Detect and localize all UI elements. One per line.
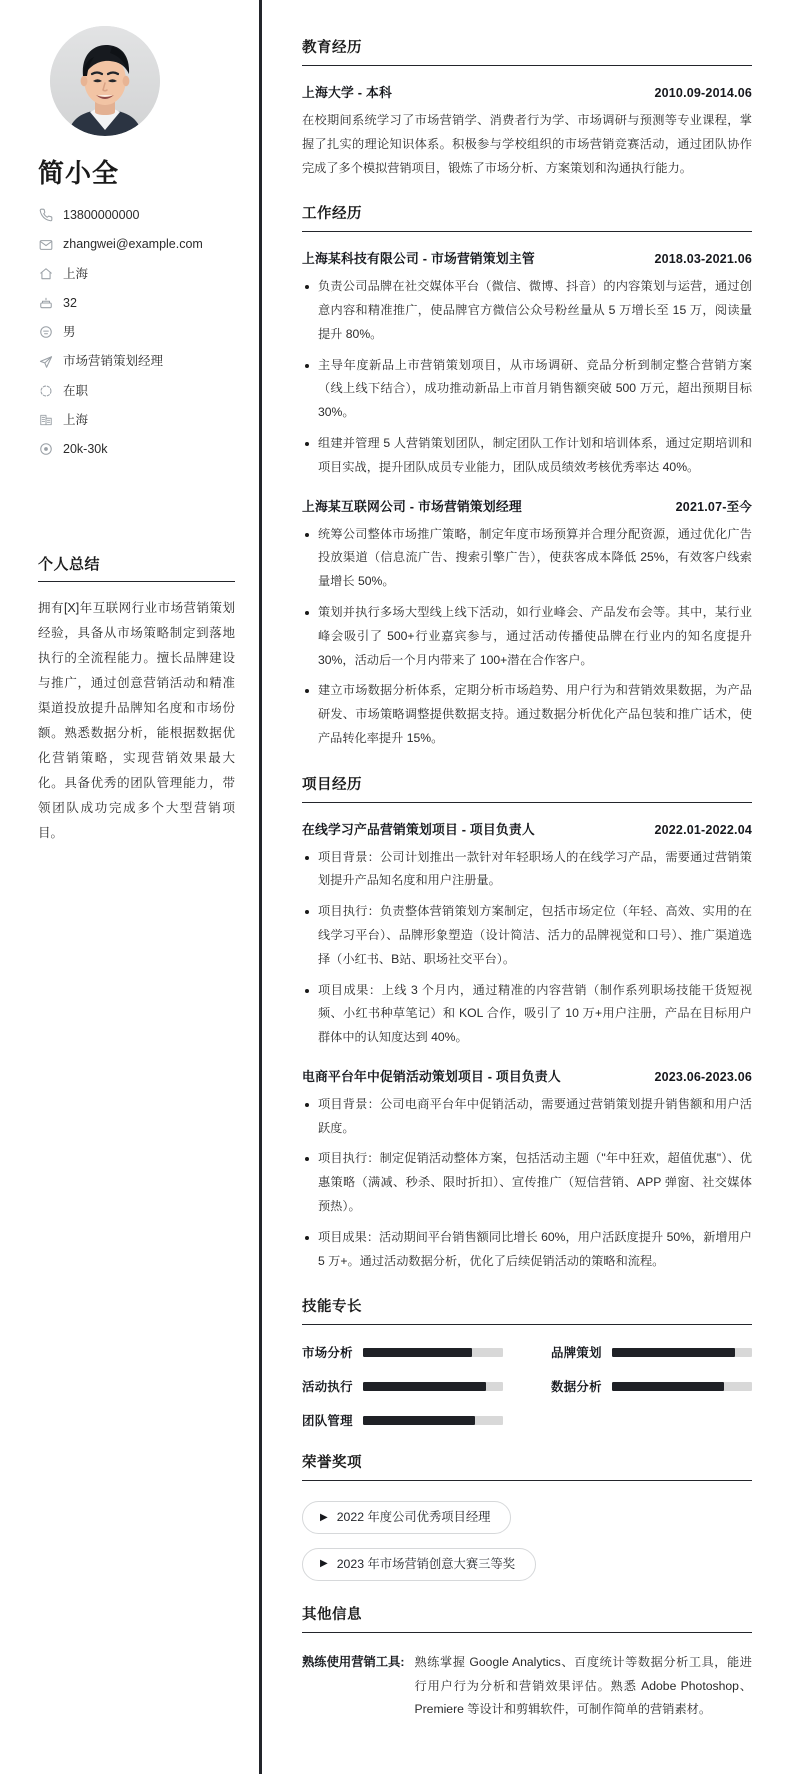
work-entry-bullets [302, 523, 752, 751]
skill-label: 品牌策划 [551, 1346, 602, 1361]
bullet-item: 项目成果：上线 3 个月内，通过精准的内容营销（制作系列职场技能干货短视频、小红书种草笔记）和 KOL 合作，吸引了 10 万+用户注册，产品在目标用户群体中的认知度达到 40%。 [302, 979, 752, 1050]
education-entry-head [302, 82, 752, 101]
building-icon [38, 413, 53, 428]
contact-value-status: 在职 [63, 383, 89, 398]
contact-value-salary: 20k-30k [63, 442, 108, 457]
honors-heading: 荣誉奖项 [302, 1451, 752, 1481]
project-entry-head [302, 819, 752, 838]
honor-label: 2022 年度公司优秀项目经理 [336, 1510, 491, 1525]
bullet-item: 策划并执行多场大型线上线下活动，如行业峰会、产品发布会等。其中，某行业峰会吸引了 500+行业嘉宾参与，通过活动传播使品牌在行业内的知名度提升 30%，活动后一个月内带来了 100+潜在合作客户。 [302, 601, 752, 672]
project-entry-title: 在线学习产品营销策划项目 - 项目负责人 [302, 821, 535, 837]
contact-item-phone [38, 207, 235, 223]
main-content [262, 0, 794, 1774]
home-icon [38, 266, 53, 281]
contact-value-age: 32 [63, 295, 77, 310]
honors-section [302, 1451, 752, 1581]
paper-plane-icon [38, 354, 53, 369]
skill-track [363, 1348, 503, 1357]
contact-item-email [38, 236, 235, 252]
skill-fill [363, 1382, 486, 1391]
bullet-item: 建立市场数据分析体系，定期分析市场趋势、用户行为和营销效果数据，为产品研发、市场策略调整提供数据支持。通过数据分析优化产品包装和推广话术，使产品转化率提升 15%。 [302, 679, 752, 750]
contact-item-position [38, 353, 235, 369]
skill-track [612, 1382, 752, 1391]
project-entry-title: 电商平台年中促销活动策划项目 - 项目负责人 [302, 1068, 561, 1084]
skill-item [302, 1343, 503, 1361]
skill-label: 数据分析 [551, 1380, 602, 1395]
contact-value-city: 上海 [63, 412, 89, 427]
skill-fill [612, 1348, 735, 1357]
work-entry-title: 上海某科技有限公司 - 市场营销策划主管 [302, 251, 535, 267]
bullet-item: 项目背景：公司电商平台年中促销活动，需要通过营销策划提升销售额和用户活跃度。 [302, 1093, 752, 1141]
other-info-value: 熟练掌握 Google Analytics、百度统计等数据分析工具，能进行用户行为分析和营销效果评估。熟悉 Adobe Photoshop、Premiere 等设计和剪辑软件，可制作简单的营销素材。 [414, 1654, 752, 1717]
work-entry-bullets [302, 275, 752, 479]
contact-item-city [38, 412, 235, 428]
work-entry-title: 上海某互联网公司 - 市场营销策划经理 [302, 498, 522, 514]
work-entry [302, 496, 752, 751]
contact-item-status [38, 383, 235, 399]
gender-icon [38, 325, 53, 340]
education-entry-date: 2010.09-2014.06 [654, 86, 752, 100]
bullet-item: 项目执行：制定促销活动整体方案，包括活动主题（"年中狂欢，超值优惠"）、优惠策略（满减、秒杀、限时折扣）、宣传推广（短信营销、APP 弹窗、社交媒体预热）。 [302, 1147, 752, 1218]
work-heading: 工作经历 [302, 202, 752, 232]
honors-row [302, 1497, 752, 1581]
bullet-item: 负责公司品牌在社交媒体平台（微信、微博、抖音）的内容策划与运营，通过创意内容和精准推广，使品牌官方微信公众号粉丝量从 5 万增长至 15 万，阅读量提升 80%。 [302, 275, 752, 346]
bullet-item: 项目成果：活动期间平台销售额同比增长 60%，用户活跃度提升 50%，新增用户 5 万+。通过活动数据分析，优化了后续促销活动的策略和流程。 [302, 1226, 752, 1274]
other-info-heading: 其他信息 [302, 1603, 752, 1633]
project-entry [302, 1066, 752, 1273]
skill-label: 活动执行 [302, 1380, 353, 1395]
work-entry-date: 2021.07-至今 [675, 499, 752, 514]
skill-item [302, 1377, 503, 1395]
contact-value-phone: 13800000000 [63, 208, 140, 223]
projects-heading: 项目经历 [302, 773, 752, 803]
cake-icon [38, 296, 53, 311]
education-heading: 教育经历 [302, 36, 752, 66]
other-info-section [302, 1603, 752, 1722]
honor-badge [302, 1501, 511, 1534]
honor-badge [302, 1548, 536, 1581]
contact-value-location: 上海 [63, 266, 89, 281]
avatar-wrapper [28, 26, 235, 136]
work-entry-head [302, 496, 752, 515]
personal-summary-body: 拥有[X]年互联网行业市场营销策划经验，具备从市场策略制定到落地执行的全流程能力。擅长品牌建设与推广，通过创意营销活动和精准渠道投放提升品牌知名度和市场份额。熟悉数据分析，能根据数据优化营销策略，实现营销效果最大化。具备优秀的团队管理能力，带领团队成功完成多个大型营销项目。 [38, 601, 235, 841]
contact-value-gender: 男 [63, 325, 76, 340]
bullet-item: 组建并管理 5 人营销策划团队，制定团队工作计划和培训体系，通过定期培训和项目实战，提升团队成员专业能力，团队成员绩效考核优秀率达 40%。 [302, 432, 752, 480]
project-entry [302, 819, 752, 1050]
play-triangle-icon: ▶ [320, 1511, 328, 1523]
bullet-item: 统筹公司整体市场推广策略，制定年度市场预算并合理分配资源，通过优化广告投放渠道（信息流广告、搜索引擎广告），使获客成本降低 25%，有效客户线索量增长 50%。 [302, 523, 752, 594]
skills-grid [302, 1341, 752, 1429]
honor-label: 2023 年市场营销创意大赛三等奖 [336, 1557, 516, 1572]
work-entry-date: 2018.03-2021.06 [654, 252, 752, 267]
education-entry-title: 上海大学 - 本科 [302, 85, 392, 100]
personal-summary-heading: 个人总结 [38, 553, 235, 582]
project-entry-head [302, 1066, 752, 1085]
play-triangle-icon: ▶ [320, 1558, 328, 1570]
contact-item-age [38, 295, 235, 311]
skill-track [363, 1416, 503, 1425]
refresh-icon [38, 383, 53, 398]
personal-summary-section [38, 553, 235, 846]
contact-value-position: 市场营销策划经理 [63, 354, 164, 369]
skill-fill [612, 1382, 724, 1391]
other-info-label: 熟练使用营销工具: [302, 1654, 405, 1669]
skill-item [551, 1343, 752, 1361]
contact-item-gender [38, 324, 235, 340]
skills-section [302, 1295, 752, 1429]
work-section [302, 202, 752, 750]
avatar [50, 26, 160, 136]
avatar-photo-icon [50, 26, 160, 136]
skill-item [302, 1411, 503, 1429]
bullet-item: 项目背景：公司计划推出一款针对年轻职场人的在线学习产品，需要通过营销策划提升产品知名度和用户注册量。 [302, 846, 752, 894]
work-entry-head [302, 248, 752, 267]
projects-section [302, 773, 752, 1274]
phone-icon [38, 208, 53, 223]
target-icon [38, 442, 53, 457]
education-section [302, 36, 752, 180]
bullet-item: 主导年度新品上市营销策划项目，从市场调研、竞品分析到制定整合营销方案（线上线下结合），成功推动新品上市首月销售额突破 500 万元，超出预期目标 30%。 [302, 354, 752, 425]
project-entry-bullets [302, 1093, 752, 1273]
contact-value-email: zhangwei@example.com [63, 237, 203, 252]
contact-item-salary [38, 441, 235, 457]
contact-list [38, 207, 235, 457]
skill-label: 市场分析 [302, 1346, 353, 1361]
project-entry-date: 2023.06-2023.06 [654, 1069, 752, 1084]
work-entry [302, 248, 752, 479]
skill-track [363, 1382, 503, 1391]
envelope-icon [38, 237, 53, 252]
project-entry-bullets [302, 846, 752, 1050]
education-entry [302, 82, 752, 180]
skill-fill [363, 1348, 472, 1357]
skill-label: 团队管理 [302, 1414, 353, 1429]
contact-item-location [38, 266, 235, 282]
skill-track [612, 1348, 752, 1357]
education-entry-desc: 在校期间系统学习了市场营销学、消费者行为学、市场调研与预测等专业课程，掌握了扎实的理论知识体系。积极参与学校组织的市场营销竞赛活动，通过团队协作完成了多个模拟营销项目，锻炼了市场分析、方案策划和沟通执行能力。 [302, 113, 752, 175]
skills-heading: 技能专长 [302, 1295, 752, 1325]
candidate-name: 简小全 [38, 158, 120, 188]
bullet-item: 项目执行：负责整体营销策划方案制定，包括市场定位（年轻、高效、实用的在线学习平台）、品牌形象塑造（设计简洁、活力的品牌视觉和口号）、推广渠道选择（小红书、B站、职场社交平台）。 [302, 900, 752, 971]
skill-fill [363, 1416, 475, 1425]
skill-item [551, 1377, 752, 1395]
project-entry-date: 2022.01-2022.04 [654, 822, 752, 837]
other-info-row [302, 1649, 752, 1722]
sidebar [0, 0, 262, 1774]
